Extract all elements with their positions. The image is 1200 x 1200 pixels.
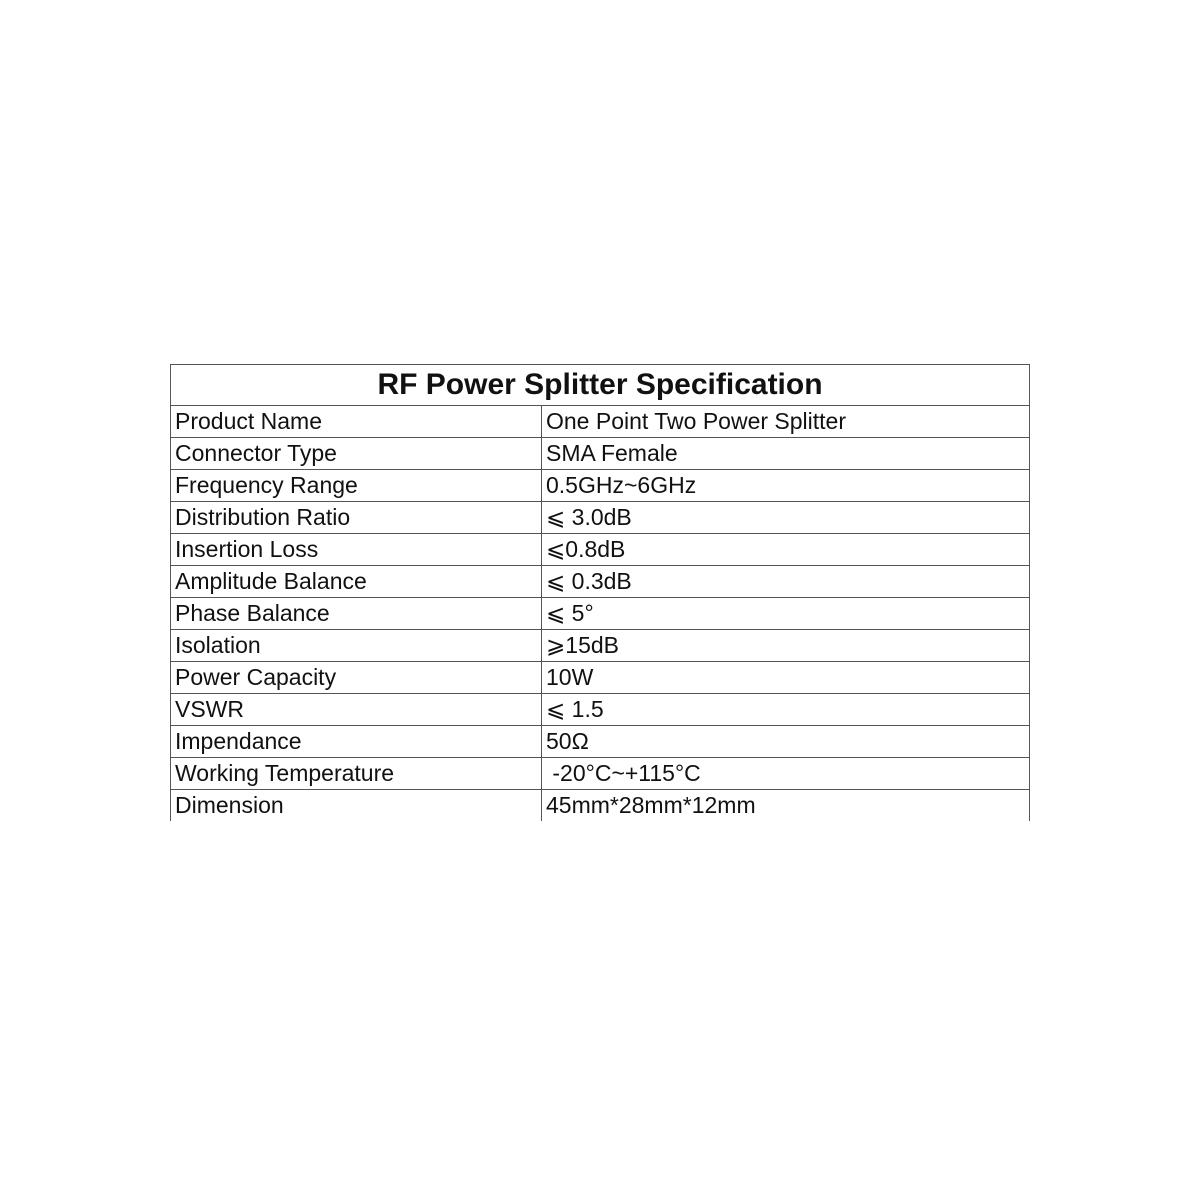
spec-label: Working Temperature	[171, 758, 542, 790]
table-row	[171, 630, 1030, 662]
table-row	[171, 502, 1030, 534]
table-row	[171, 438, 1030, 470]
spec-label: Connector Type	[171, 438, 542, 470]
spec-value: ⩽ 5°	[542, 598, 1030, 630]
title-row	[171, 365, 1030, 406]
spec-value: One Point Two Power Splitter	[542, 406, 1030, 438]
table-row	[171, 598, 1030, 630]
spec-value: ⩽0.8dB	[542, 534, 1030, 566]
spec-value: 45mm*28mm*12mm	[542, 790, 1030, 822]
spec-value: ⩽ 0.3dB	[542, 566, 1030, 598]
spec-value: ⩽ 1.5	[542, 694, 1030, 726]
table-row	[171, 662, 1030, 694]
table-row	[171, 726, 1030, 758]
spec-label: VSWR	[171, 694, 542, 726]
spec-label: Impendance	[171, 726, 542, 758]
spec-value: 10W	[542, 662, 1030, 694]
spec-label: Phase Balance	[171, 598, 542, 630]
table-row	[171, 694, 1030, 726]
spec-table	[170, 364, 1030, 821]
table-row	[171, 406, 1030, 438]
spec-label: Product Name	[171, 406, 542, 438]
spec-label: Distribution Ratio	[171, 502, 542, 534]
spec-value: 50Ω	[542, 726, 1030, 758]
table-title: RF Power Splitter Specification	[171, 365, 1030, 406]
spec-value: SMA Female	[542, 438, 1030, 470]
table-row	[171, 790, 1030, 822]
spec-value: -20°C~+115°C	[542, 758, 1030, 790]
spec-label: Insertion Loss	[171, 534, 542, 566]
spec-label: Power Capacity	[171, 662, 542, 694]
table-row	[171, 470, 1030, 502]
spec-value: ⩾15dB	[542, 630, 1030, 662]
spec-value: ⩽ 3.0dB	[542, 502, 1030, 534]
table-row	[171, 758, 1030, 790]
table-row	[171, 534, 1030, 566]
spec-label: Frequency Range	[171, 470, 542, 502]
spec-label: Amplitude Balance	[171, 566, 542, 598]
table-row	[171, 566, 1030, 598]
spec-label: Isolation	[171, 630, 542, 662]
spec-value: 0.5GHz~6GHz	[542, 470, 1030, 502]
spec-label: Dimension	[171, 790, 542, 822]
